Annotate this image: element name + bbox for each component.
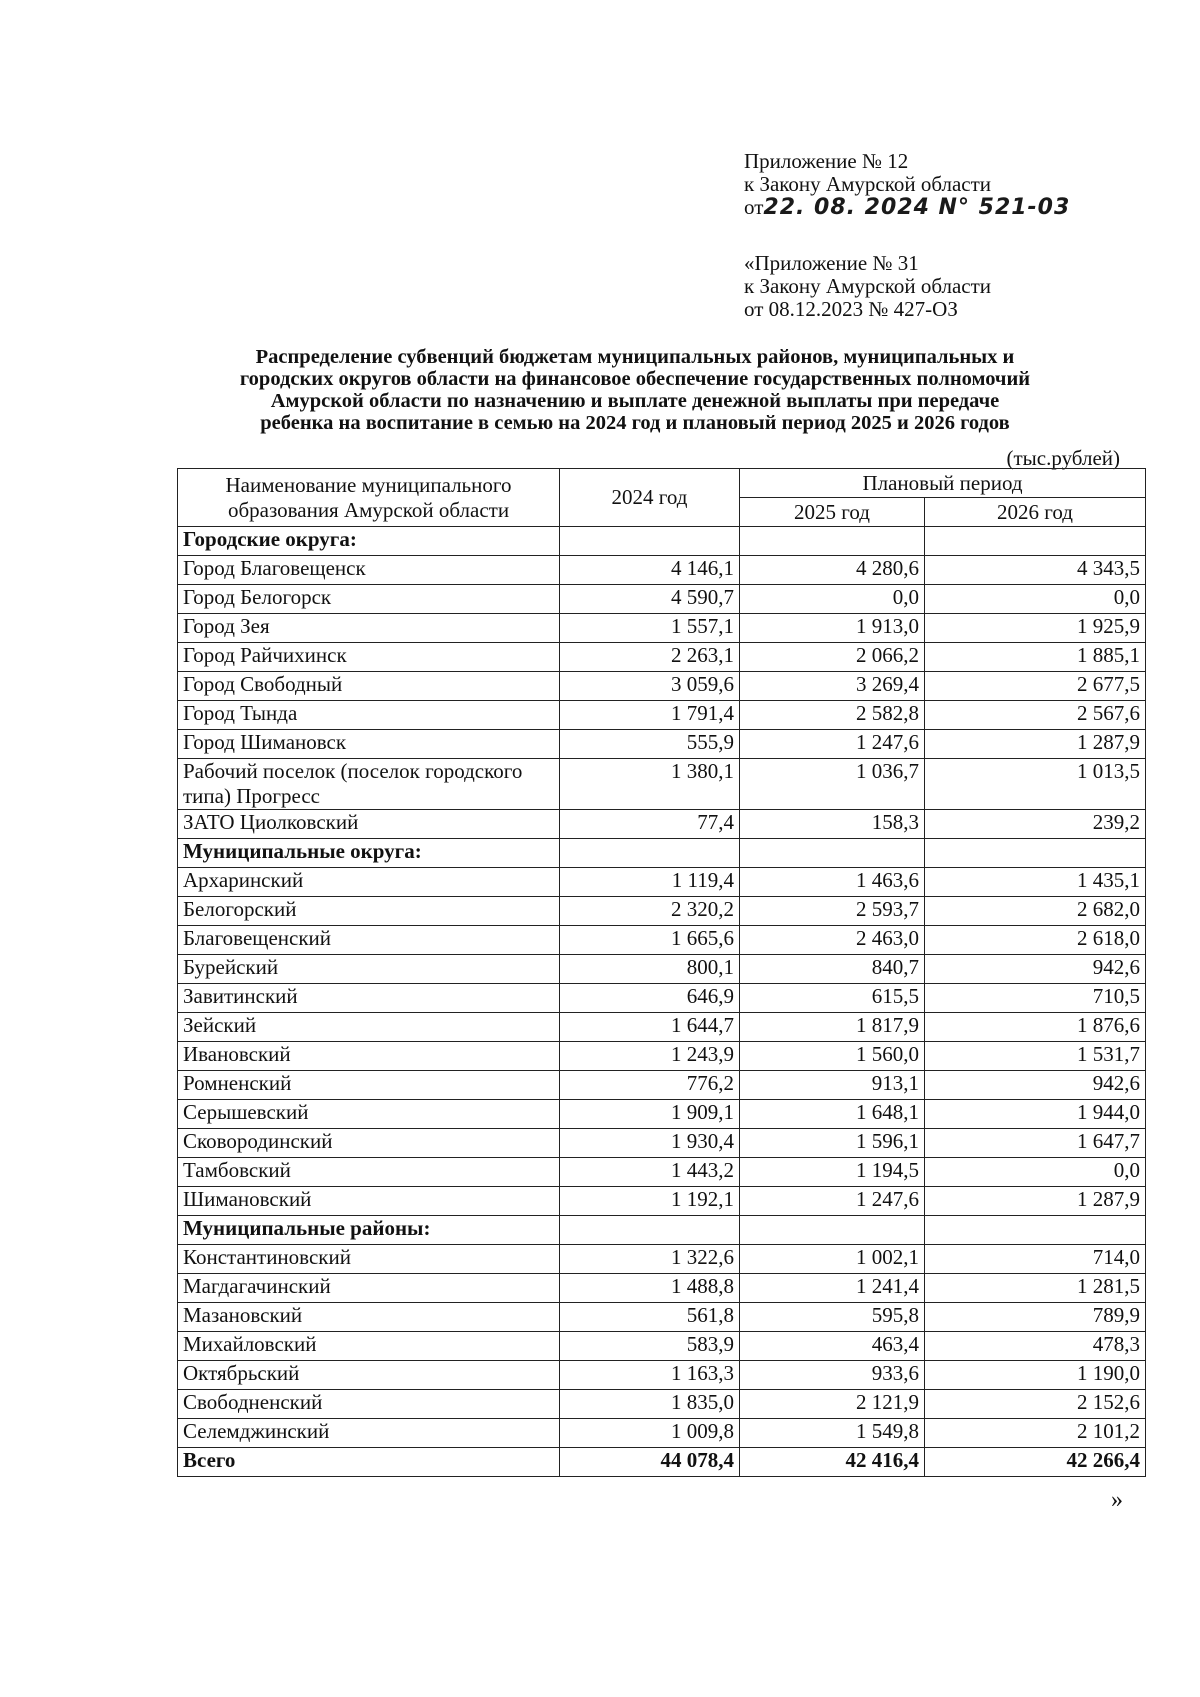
value-2026: 0,0 bbox=[925, 1158, 1146, 1187]
table-row bbox=[178, 672, 1146, 701]
value-2024: 1 791,4 bbox=[560, 701, 740, 730]
value-2024: 800,1 bbox=[560, 955, 740, 984]
empty-cell bbox=[740, 839, 925, 868]
empty-cell bbox=[925, 1216, 1146, 1245]
table-row bbox=[178, 984, 1146, 1013]
value-2025: 1 194,5 bbox=[740, 1158, 925, 1187]
appendix-new-date-line bbox=[744, 196, 1070, 219]
budget-table bbox=[177, 468, 1146, 1477]
value-2025: 1 241,4 bbox=[740, 1274, 925, 1303]
municipality-name: Город Шимановск bbox=[178, 730, 560, 759]
value-2025: 2 463,0 bbox=[740, 926, 925, 955]
value-2026: 0,0 bbox=[925, 585, 1146, 614]
header-municipality: Наименование муниципального образования Амурской области bbox=[178, 469, 560, 527]
value-2025: 1 002,1 bbox=[740, 1245, 925, 1274]
table-row bbox=[178, 868, 1146, 897]
municipality-name: Мазановский bbox=[178, 1303, 560, 1332]
value-2024: 776,2 bbox=[560, 1071, 740, 1100]
municipality-name: Бурейский bbox=[178, 955, 560, 984]
value-2024: 1 488,8 bbox=[560, 1274, 740, 1303]
value-2026: 239,2 bbox=[925, 810, 1146, 839]
municipality-name: Завитинский bbox=[178, 984, 560, 1013]
group-label: Муниципальные округа: bbox=[178, 839, 560, 868]
table-row bbox=[178, 1013, 1146, 1042]
total-2025: 42 416,4 bbox=[740, 1448, 925, 1477]
table-row bbox=[178, 926, 1146, 955]
municipality-name: Октябрьский bbox=[178, 1361, 560, 1390]
value-2024: 1 192,1 bbox=[560, 1187, 740, 1216]
value-2024: 2 320,2 bbox=[560, 897, 740, 926]
table-row bbox=[178, 1042, 1146, 1071]
municipality-name: Город Белогорск bbox=[178, 585, 560, 614]
value-2025: 933,6 bbox=[740, 1361, 925, 1390]
value-2024: 1 243,9 bbox=[560, 1042, 740, 1071]
value-2025: 1 247,6 bbox=[740, 730, 925, 759]
value-2026: 1 885,1 bbox=[925, 643, 1146, 672]
empty-cell bbox=[925, 527, 1146, 556]
empty-cell bbox=[740, 1216, 925, 1245]
value-2025: 3 269,4 bbox=[740, 672, 925, 701]
municipality-name: Зейский bbox=[178, 1013, 560, 1042]
appendix-new-reference bbox=[744, 150, 1070, 219]
value-2024: 1 119,4 bbox=[560, 868, 740, 897]
value-2025: 1 596,1 bbox=[740, 1129, 925, 1158]
value-2026: 2 101,2 bbox=[925, 1419, 1146, 1448]
value-2025: 1 036,7 bbox=[740, 759, 925, 810]
appendix-old-number: «Приложение № 31 bbox=[744, 251, 919, 275]
table-row bbox=[178, 1187, 1146, 1216]
municipality-name: Город Свободный bbox=[178, 672, 560, 701]
municipality-name: Архаринский bbox=[178, 868, 560, 897]
header-2024: 2024 год bbox=[560, 469, 740, 527]
total-2024: 44 078,4 bbox=[560, 1448, 740, 1477]
value-2025: 158,3 bbox=[740, 810, 925, 839]
value-2025: 840,7 bbox=[740, 955, 925, 984]
value-2026: 2 677,5 bbox=[925, 672, 1146, 701]
table-row bbox=[178, 955, 1146, 984]
value-2025: 1 463,6 bbox=[740, 868, 925, 897]
table-row bbox=[178, 1390, 1146, 1419]
value-2025: 1 913,0 bbox=[740, 614, 925, 643]
value-2026: 1 647,7 bbox=[925, 1129, 1146, 1158]
value-2024: 583,9 bbox=[560, 1332, 740, 1361]
table-row bbox=[178, 810, 1146, 839]
appendix-old-date: от 08.12.2023 № 427-ОЗ bbox=[744, 297, 958, 321]
value-2024: 1 909,1 bbox=[560, 1100, 740, 1129]
value-2026: 1 281,5 bbox=[925, 1274, 1146, 1303]
table-row bbox=[178, 556, 1146, 585]
municipality-name: Свободненский bbox=[178, 1390, 560, 1419]
municipality-name: Магдагачинский bbox=[178, 1274, 560, 1303]
value-2026: 1 531,7 bbox=[925, 1042, 1146, 1071]
municipality-name: Серышевский bbox=[178, 1100, 560, 1129]
title-line-4: ребенка на воспитание в семью на 2024 год и плановый период 2025 и 2026 годов bbox=[260, 412, 1010, 434]
group-label: Муниципальные районы: bbox=[178, 1216, 560, 1245]
value-2024: 4 146,1 bbox=[560, 556, 740, 585]
value-2026: 1 925,9 bbox=[925, 614, 1146, 643]
value-2024: 1 644,7 bbox=[560, 1013, 740, 1042]
value-2025: 913,1 bbox=[740, 1071, 925, 1100]
municipality-name: Шимановский bbox=[178, 1187, 560, 1216]
value-2024: 77,4 bbox=[560, 810, 740, 839]
table-row bbox=[178, 1419, 1146, 1448]
table-row bbox=[178, 1100, 1146, 1129]
table-row bbox=[178, 701, 1146, 730]
municipality-name: Город Благовещенск bbox=[178, 556, 560, 585]
appendix-old-reference bbox=[744, 252, 991, 321]
value-2025: 615,5 bbox=[740, 984, 925, 1013]
value-2026: 2 152,6 bbox=[925, 1390, 1146, 1419]
table-row bbox=[178, 759, 1146, 810]
municipality-name: Тамбовский bbox=[178, 1158, 560, 1187]
municipality-name: Ромненский bbox=[178, 1071, 560, 1100]
group-label: Городские округа: bbox=[178, 527, 560, 556]
value-2024: 1 930,4 bbox=[560, 1129, 740, 1158]
value-2026: 1 287,9 bbox=[925, 730, 1146, 759]
table-row bbox=[178, 1274, 1146, 1303]
value-2024: 1 380,1 bbox=[560, 759, 740, 810]
empty-cell bbox=[560, 839, 740, 868]
value-2025: 1 247,6 bbox=[740, 1187, 925, 1216]
value-2024: 4 590,7 bbox=[560, 585, 740, 614]
municipality-name: Благовещенский bbox=[178, 926, 560, 955]
value-2025: 1 549,8 bbox=[740, 1419, 925, 1448]
value-2024: 3 059,6 bbox=[560, 672, 740, 701]
appendix-new-law: к Закону Амурской области bbox=[744, 172, 992, 196]
table-row bbox=[178, 1158, 1146, 1187]
appendix-old-law: к Закону Амурской области bbox=[744, 274, 992, 298]
value-2026: 478,3 bbox=[925, 1332, 1146, 1361]
table-row bbox=[178, 614, 1146, 643]
table-row bbox=[178, 585, 1146, 614]
value-2024: 1 557,1 bbox=[560, 614, 740, 643]
value-2026: 1 287,9 bbox=[925, 1187, 1146, 1216]
value-2026: 1 944,0 bbox=[925, 1100, 1146, 1129]
group-header-row bbox=[178, 527, 1146, 556]
value-2026: 2 682,0 bbox=[925, 897, 1146, 926]
value-2026: 1 435,1 bbox=[925, 868, 1146, 897]
municipality-name: Город Тында bbox=[178, 701, 560, 730]
value-2026: 2 567,6 bbox=[925, 701, 1146, 730]
value-2026: 710,5 bbox=[925, 984, 1146, 1013]
total-label: Всего bbox=[178, 1448, 560, 1477]
table-body bbox=[178, 527, 1146, 1477]
appendix-new-number: Приложение № 12 bbox=[744, 149, 909, 173]
municipality-name: Рабочий поселок (поселок городского типа) Прогресс bbox=[178, 759, 560, 810]
table-row bbox=[178, 897, 1146, 926]
municipality-name: Ивановский bbox=[178, 1042, 560, 1071]
handwritten-date-number: 22. 08. 2024 N° 521-03 bbox=[763, 195, 1071, 220]
municipality-name: Город Зея bbox=[178, 614, 560, 643]
header-2025: 2025 год bbox=[740, 498, 925, 527]
table-row bbox=[178, 643, 1146, 672]
table-row bbox=[178, 730, 1146, 759]
municipality-name: Город Райчихинск bbox=[178, 643, 560, 672]
value-2024: 561,8 bbox=[560, 1303, 740, 1332]
municipality-name: Сковородинский bbox=[178, 1129, 560, 1158]
table-row bbox=[178, 1303, 1146, 1332]
value-2025: 1 817,9 bbox=[740, 1013, 925, 1042]
value-2026: 1 013,5 bbox=[925, 759, 1146, 810]
municipality-name: Селемджинский bbox=[178, 1419, 560, 1448]
value-2024: 1 665,6 bbox=[560, 926, 740, 955]
total-row bbox=[178, 1448, 1146, 1477]
header-planned-period: Плановый период bbox=[740, 469, 1146, 498]
closing-quote: » bbox=[1111, 1487, 1123, 1513]
title-line-3: Амурской области по назначению и выплате денежной выплаты при передаче bbox=[270, 390, 1000, 412]
value-2026: 1 876,6 bbox=[925, 1013, 1146, 1042]
value-2025: 4 280,6 bbox=[740, 556, 925, 585]
title-line-2: городских округов области на финансовое обеспечение государственных полномочий bbox=[239, 368, 1031, 390]
value-2026: 4 343,5 bbox=[925, 556, 1146, 585]
value-2025: 2 593,7 bbox=[740, 897, 925, 926]
table-row bbox=[178, 1245, 1146, 1274]
municipality-name: Михайловский bbox=[178, 1332, 560, 1361]
value-2025: 2 066,2 bbox=[740, 643, 925, 672]
document-title bbox=[160, 346, 1110, 434]
value-2024: 555,9 bbox=[560, 730, 740, 759]
value-2025: 1 648,1 bbox=[740, 1100, 925, 1129]
value-2024: 646,9 bbox=[560, 984, 740, 1013]
group-header-row bbox=[178, 1216, 1146, 1245]
value-2025: 2 582,8 bbox=[740, 701, 925, 730]
value-2024: 1 163,3 bbox=[560, 1361, 740, 1390]
value-2026: 942,6 bbox=[925, 955, 1146, 984]
table-row bbox=[178, 1361, 1146, 1390]
municipality-name: ЗАТО Циолковский bbox=[178, 810, 560, 839]
value-2024: 1 322,6 bbox=[560, 1245, 740, 1274]
value-2025: 463,4 bbox=[740, 1332, 925, 1361]
total-2026: 42 266,4 bbox=[925, 1448, 1146, 1477]
value-2024: 1 009,8 bbox=[560, 1419, 740, 1448]
value-2025: 2 121,9 bbox=[740, 1390, 925, 1419]
value-2026: 942,6 bbox=[925, 1071, 1146, 1100]
municipality-name: Белогорский bbox=[178, 897, 560, 926]
empty-cell bbox=[560, 527, 740, 556]
municipality-name: Константиновский bbox=[178, 1245, 560, 1274]
table-row bbox=[178, 1129, 1146, 1158]
value-2026: 1 190,0 bbox=[925, 1361, 1146, 1390]
empty-cell bbox=[560, 1216, 740, 1245]
title-line-1: Распределение субвенций бюджетам муниципальных районов, муниципальных и bbox=[255, 346, 1015, 368]
value-2025: 1 560,0 bbox=[740, 1042, 925, 1071]
value-2025: 0,0 bbox=[740, 585, 925, 614]
empty-cell bbox=[740, 527, 925, 556]
value-2024: 1 835,0 bbox=[560, 1390, 740, 1419]
appendix-new-date-prefix: от bbox=[744, 195, 764, 219]
empty-cell bbox=[925, 839, 1146, 868]
value-2026: 2 618,0 bbox=[925, 926, 1146, 955]
value-2024: 2 263,1 bbox=[560, 643, 740, 672]
value-2026: 789,9 bbox=[925, 1303, 1146, 1332]
units-label: (тыс.рублей) bbox=[1006, 446, 1120, 470]
table-row bbox=[178, 1332, 1146, 1361]
value-2024: 1 443,2 bbox=[560, 1158, 740, 1187]
group-header-row bbox=[178, 839, 1146, 868]
header-2026: 2026 год bbox=[925, 498, 1146, 527]
table-header bbox=[178, 469, 1146, 527]
value-2026: 714,0 bbox=[925, 1245, 1146, 1274]
value-2025: 595,8 bbox=[740, 1303, 925, 1332]
table-row bbox=[178, 1071, 1146, 1100]
